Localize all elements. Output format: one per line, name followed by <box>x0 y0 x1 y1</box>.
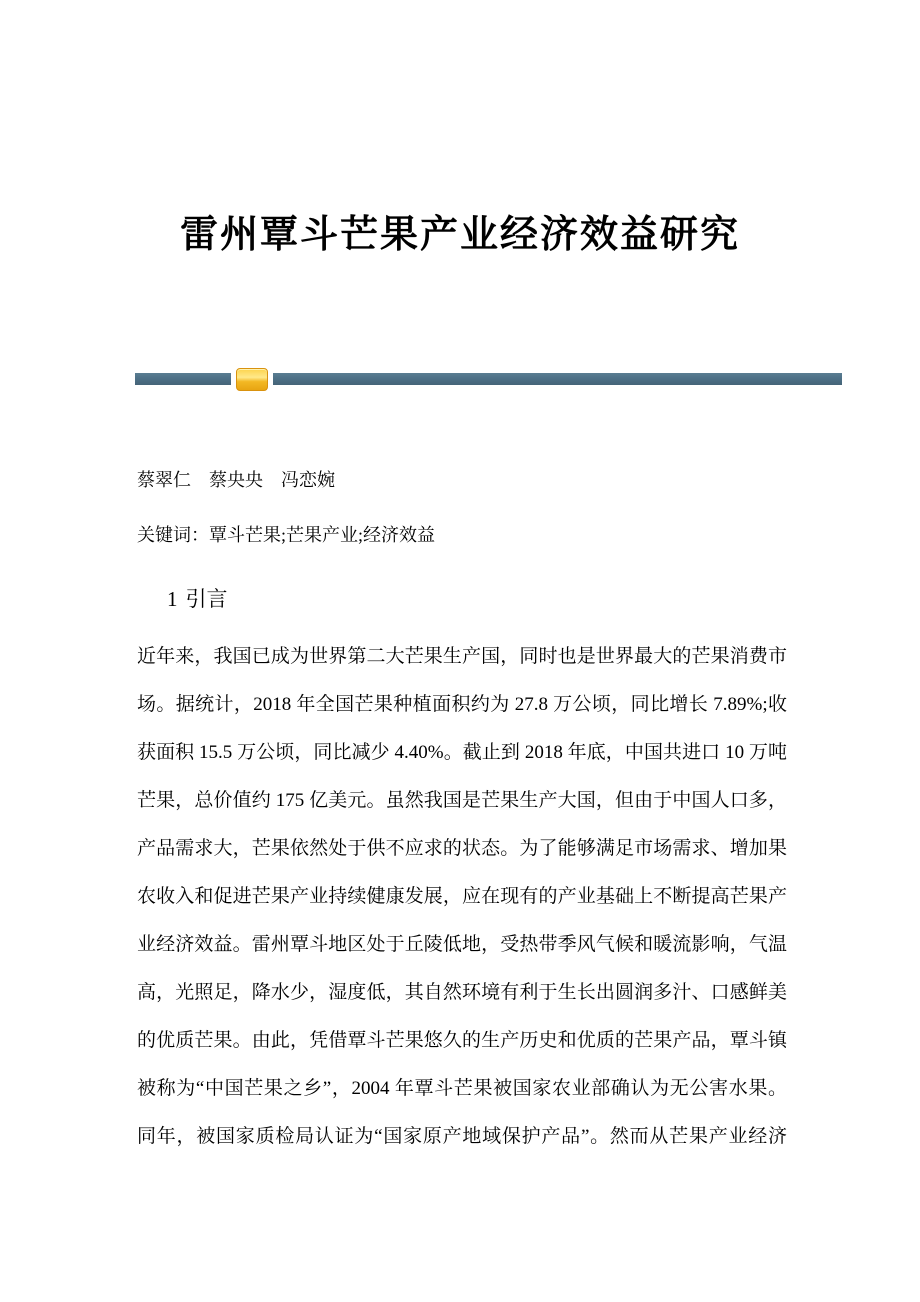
title-divider <box>135 368 842 390</box>
paragraph-line: 近年来，我国已成为世界第二大芒果生产国，同时也是世界最大的芒果消费市 <box>137 646 787 667</box>
document-title: 雷州覃斗芒果产业经济效益研究 <box>179 214 740 256</box>
paragraph-line: 获面积 15.5 万公顷，同比减少 4.40%。截止到 2018 年底，中国共进口 10 万吨 <box>137 742 787 763</box>
paragraph-line: 业经济效益。雷州覃斗地区处于丘陵低地，受热带季风气候和暖流影响，气温 <box>137 934 787 955</box>
intro-paragraph <box>137 633 787 1161</box>
section-number: 1 <box>167 587 178 611</box>
section-heading <box>167 585 228 613</box>
divider-bar-right <box>273 373 842 385</box>
paragraph-line: 芒果，总价值约 175 亿美元。虽然我国是芒果生产大国，但由于中国人口多， <box>137 790 787 811</box>
section-label: 引言 <box>185 587 228 611</box>
paragraph-line: 农收入和促进芒果产业持续健康发展，应在现有的产业基础上不断提高芒果产 <box>137 886 787 907</box>
paragraph-line: 被称为“中国芒果之乡”，2004 年覃斗芒果被国家农业部确认为无公害水果。 <box>137 1078 787 1099</box>
paragraph-line: 场。据统计，2018 年全国芒果种植面积约为 27.8 万公顷，同比增长 7.89%;收 <box>137 694 787 715</box>
paragraph-line: 产品需求大，芒果依然处于供不应求的状态。为了能够满足市场需求、增加果 <box>137 838 787 859</box>
paragraph-line: 的优质芒果。由此，凭借覃斗芒果悠久的生产历史和优质的芒果产品，覃斗镇 <box>137 1030 787 1051</box>
authors-line: 蔡翠仁 蔡央央 冯恋婉 <box>137 470 335 490</box>
paragraph-line: 高，光照足，降水少，湿度低，其自然环境有利于生长出圆润多汁、口感鲜美 <box>137 982 787 1003</box>
paragraph-line: 同年，被国家质检局认证为“国家原产地域保护产品”。然而从芒果产业经济 <box>137 1126 787 1147</box>
divider-bar-left <box>135 373 231 385</box>
keywords-line: 关键词：覃斗芒果;芒果产业;经济效益 <box>137 525 436 545</box>
gold-seal-icon <box>236 368 268 391</box>
